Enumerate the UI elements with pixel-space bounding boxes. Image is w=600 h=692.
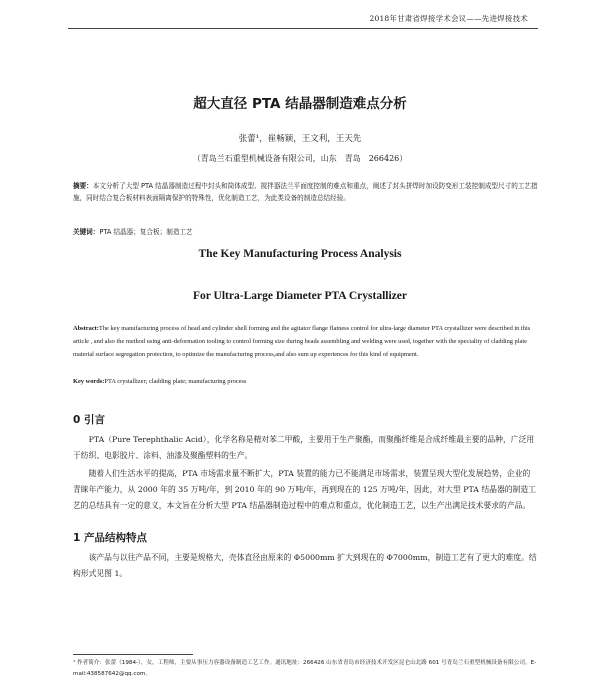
abstract-cn-label: 摘要：: [73, 182, 93, 190]
keywords-en-label: Key words:: [73, 378, 105, 385]
header-rule: [68, 28, 538, 29]
abstract-en-label: Abstract:: [73, 325, 99, 332]
section-heading-introduction: 0 引言: [73, 414, 105, 426]
authors: 张蕾¹，崔畅颖，王文利，王天先: [238, 134, 362, 144]
abstract-cn: [73, 180, 538, 204]
keywords-en-text: PTA crystallizer; cladding plate; manufacturing process: [104, 378, 247, 385]
paper-title-en-line2: For Ultra-Large Diameter PTA Crystallizer: [193, 290, 407, 302]
paper-title-cn: 超大直径 PTA 结晶器制造难点分析: [193, 96, 407, 112]
keywords-cn-text: PTA 结晶器；复合板；制造工艺: [99, 228, 193, 236]
paper-title-en-line1: The Key Manufacturing Process Analysis: [198, 248, 402, 260]
section-heading-structure: 1 产品结构特点: [73, 532, 147, 544]
abstract-cn-text: 本文分析了大型 PTA 结晶器制造过程中封头和筒体成型、搅拌器法兰平面度控制的难点和重点，阐述了封头拼焊时加设防变形工装控制成型尺寸的工艺措施，同时结合复合板材料表面隔离保护的特殊性，优化制造工艺，为此类设备的制造总结经验。: [73, 182, 538, 202]
keywords-en: [73, 378, 538, 385]
affiliation: （青岛兰石重型机械设备有限公司，山东 青岛 266426）: [192, 154, 408, 163]
footnote-rule: [73, 654, 193, 655]
keywords-cn: [73, 226, 538, 236]
paragraph: 随着人们生活水平的提高，PTA 市场需求量不断扩大，PTA 装置的能力已不能满足市场需求，装置呈现大型化发展趋势，企业的青睐年产能力，从 2000 年的 35 万吨/年，到 2010 年的 90 万吨/年，再到现在的 125 万吨/年，因此，对大型 PTA 结晶器的制造工艺的总结具有一定的意义，本文旨在分析大型 PTA 结晶器制造过程中的难点和重点，优化制造工艺，以生产出满足技术要求的产品。: [73, 469, 536, 510]
abstract-en: [73, 323, 538, 361]
paragraph: PTA（Pure Terephthalic Acid），化学名称是精对苯二甲酸，主要用于生产聚酯，而聚酯纤维是合成纤维最主要的品种，广泛用于纺织、电影胶片、涂料、油漆及聚酯塑料的生产。: [73, 435, 535, 460]
keywords-cn-label: 关键词：: [73, 228, 100, 236]
abstract-en-text: The key manufacturing process of head and cylinder shell forming and the agitator flange flatness control for ultra-large diameter PTA crystallizer were described in this article , and also the method using anti-deformation tooling to control forming size during heads assembling and welding were used, together with the speciality of cladding plate material surface segregation protection, to optimize the manufacturing process,and also sum up experiences for this kind of equipment.: [73, 325, 531, 358]
running-header: 2018年甘肃省焊接学术会议——先进焊接技术: [369, 14, 528, 23]
paragraph: 该产品与以往产品不同，主要是规格大，壳体直径由原来的 Φ5000mm 扩大到现在的 Φ7000mm，制造工艺有了更大的难度。结构形式见图 1。: [73, 553, 537, 578]
footnote: ¹ 作者简介：张蕾（1984-），女，工程师，主要从事压力容器设备制造工艺工作。通讯地址：266426 山东省青岛市经济技术开发区昆仑山北路 601 号青岛兰石重型机械设备有限公司。E-mail:438587642@qq.com。: [73, 660, 537, 677]
